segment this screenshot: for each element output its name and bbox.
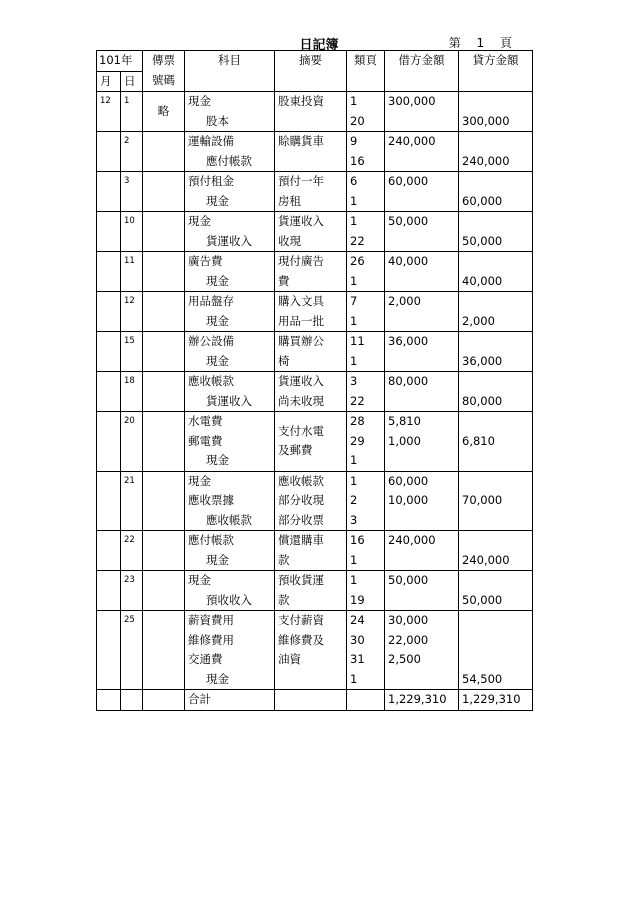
entry-accounts [185,471,275,531]
entry-credits [459,132,533,172]
entry-accounts [185,172,275,212]
ledger-ref: 28 [350,414,365,428]
credit-amount: 54,500 [462,671,503,686]
entry-refs [347,332,385,372]
entry-summary [275,571,347,611]
entry-credits [459,332,533,372]
debit-amount: 240,000 [388,533,436,547]
entry-credits [459,571,533,611]
total-empty-cell [275,690,347,711]
entry-month [97,172,121,212]
entry-accounts [185,611,275,690]
entry-voucher [143,292,185,332]
entry-month [97,292,121,332]
entry-voucher [143,531,185,571]
ledger-ref: 1 [350,671,358,686]
summary-line: 費 [278,273,290,288]
ledger-ref: 7 [350,294,358,308]
summary-line: 及郵費 [278,443,313,458]
ledger-ref: 1 [350,313,358,328]
debit-amount: 5,810 [388,414,421,428]
summary-line [278,112,343,132]
credit-amount: 50,000 [462,233,503,248]
account-name: 現金 [206,552,229,567]
entry-day: 22 [121,531,143,571]
entry-debits [385,571,459,611]
summary-line: 應收帳款 [278,473,324,488]
entry-day: 20 [121,412,143,472]
entry-credits [459,172,533,212]
debit-amount: 300,000 [388,94,436,108]
credit-amount [462,571,529,591]
summary-line: 股東投資 [278,94,324,108]
account-name: 水電費 [188,414,223,428]
summary-line: 現付廣告 [278,254,324,268]
account-name: 現金 [188,94,211,108]
entry-day: 11 [121,252,143,292]
entry-credits [459,471,533,531]
entry-voucher [143,372,185,412]
summary-line: 償還購車 [278,533,324,547]
credit-amount [462,132,529,152]
account-name: 貨運收入 [206,393,252,408]
ledger-ref: 1 [350,94,358,108]
account-name: 現金 [188,214,211,228]
credit-amount: 36,000 [462,353,503,368]
entry-refs [347,92,385,132]
credit-amount: 80,000 [462,393,503,408]
debit-amount [388,511,455,531]
total-empty-cell [97,690,121,711]
summary-line: 收現 [278,233,301,248]
header-debit: 借方金額 [385,51,459,92]
entry-refs [347,132,385,172]
summary-line: 用品一批 [278,313,324,328]
entry-summary [275,611,347,690]
entry-debits [385,372,459,412]
entry-summary [275,412,347,472]
ledger-ref: 1 [350,214,358,228]
credit-amount [462,372,529,392]
journal-entry-row [97,571,533,611]
debit-amount [388,591,455,611]
entry-refs [347,292,385,332]
entry-accounts [185,212,275,252]
total-empty-cell [121,690,143,711]
debit-amount [388,352,455,372]
debit-amount: 80,000 [388,374,429,388]
account-name: 廣告費 [188,254,223,268]
summary-line: 尚未收現 [278,393,324,408]
entry-refs [347,372,385,412]
debit-amount [388,112,455,132]
credit-amount [462,252,529,272]
entry-refs [347,531,385,571]
account-name: 運輸設備 [188,134,234,148]
debit-amount: 2,000 [388,294,421,308]
header-credit: 貸方金額 [459,51,533,92]
entry-day: 1 [121,92,143,132]
credit-amount: 2,000 [462,313,495,328]
total-credit: 1,229,310 [459,690,533,711]
credit-amount [462,92,529,112]
entry-summary [275,471,347,531]
entry-debits [385,172,459,212]
account-name: 預付租金 [188,174,234,188]
entry-voucher [143,412,185,472]
entry-voucher [143,332,185,372]
debit-amount: 22,000 [388,632,429,647]
entry-month [97,412,121,472]
credit-amount: 70,000 [462,493,503,507]
debit-amount: 10,000 [388,493,429,507]
entry-debits [385,212,459,252]
entry-voucher [143,571,185,611]
account-name: 貨運收入 [206,233,252,248]
header-year: 101年 [97,51,143,72]
ledger-ref: 1 [350,573,358,587]
debit-amount [388,670,455,690]
ledger-ref: 6 [350,174,358,188]
account-name: 交通費 [188,652,223,666]
ledger-ref: 1 [350,473,358,488]
entry-debits [385,471,459,531]
entry-month [97,531,121,571]
debit-amount [388,551,455,571]
ledger-ref: 16 [350,153,365,168]
account-name: 應收票據 [188,493,234,507]
entry-refs [347,571,385,611]
total-debit: 1,229,310 [385,690,459,711]
summary-line: 購買辦公 [278,334,324,348]
entry-summary [275,292,347,332]
debit-amount: 1,000 [388,433,421,448]
account-name: 現金 [206,453,229,467]
summary-line: 部分收現 [278,493,324,507]
entry-refs [347,471,385,531]
debit-amount [388,232,455,252]
entry-day: 10 [121,212,143,252]
account-name: 預收收入 [206,592,252,607]
entry-credits [459,92,533,132]
total-empty-cell [347,690,385,711]
entry-voucher [143,132,185,172]
ledger-ref: 2 [350,493,358,507]
entry-debits [385,132,459,172]
ledger-ref: 29 [350,433,365,448]
debit-amount: 40,000 [388,254,429,268]
summary-line: 預收貨運 [278,573,324,587]
ledger-ref: 19 [350,592,365,607]
entry-day: 3 [121,172,143,212]
ledger-ref: 16 [350,533,365,547]
debit-amount: 50,000 [388,573,429,587]
account-name: 應收帳款 [206,512,252,527]
account-name: 應付帳款 [188,533,234,547]
entry-month [97,252,121,292]
account-name: 現金 [206,273,229,288]
ledger-ref: 3 [350,374,358,388]
ledger-ref: 11 [350,334,365,348]
ledger-ref: 22 [350,393,365,408]
entry-accounts [185,332,275,372]
entry-refs [347,252,385,292]
journal-entry-row [97,172,533,212]
summary-line: 款 [278,552,290,567]
debit-amount: 240,000 [388,134,436,148]
entry-credits [459,372,533,412]
entry-month [97,471,121,531]
entry-refs [347,412,385,472]
account-name: 現金 [206,313,229,328]
ledger-ref: 3 [350,512,358,527]
journal-entry-row [97,132,533,172]
ledger-ref: 24 [350,613,365,627]
summary-line: 部分收票 [278,512,324,527]
entry-refs [347,172,385,212]
debit-amount: 2,500 [388,652,421,666]
entry-day: 23 [121,571,143,611]
summary-line: 款 [278,592,290,607]
debit-amount: 60,000 [388,473,429,488]
account-name: 現金 [188,573,211,587]
entry-voucher [143,611,185,690]
journal-entry-row [97,252,533,292]
account-name: 股本 [206,113,229,128]
total-row [97,690,533,711]
ledger-ref: 30 [350,632,365,647]
credit-amount: 240,000 [462,153,510,168]
entry-month [97,332,121,372]
credit-amount: 6,810 [462,433,495,448]
journal-table [96,50,533,711]
entry-accounts [185,252,275,292]
entry-summary [275,252,347,292]
summary-line: 預付一年 [278,174,324,188]
journal-entry-row [97,412,533,472]
header-month: 月 [97,71,121,92]
summary-line: 維修費及 [278,632,324,647]
account-name: 現金 [206,353,229,368]
entry-voucher [143,252,185,292]
ledger-ref: 22 [350,233,365,248]
header-summary: 摘要 [275,51,347,92]
debit-amount [388,392,455,412]
account-name: 維修費用 [188,632,234,647]
entry-summary [275,531,347,571]
entry-accounts [185,372,275,412]
credit-amount: 300,000 [462,113,510,128]
ledger-ref: 1 [350,273,358,288]
ledger-ref: 31 [350,652,365,666]
summary-line: 支付薪資 [278,613,324,627]
entry-summary [275,372,347,412]
ledger-ref: 20 [350,113,365,128]
account-name: 現金 [206,193,229,208]
credit-amount [462,172,529,192]
journal-entry-row [97,372,533,412]
credit-amount [462,292,529,312]
entry-month [97,212,121,252]
entry-credits [459,412,533,472]
journal-entry-row [97,332,533,372]
journal-entry-row [97,212,533,252]
entry-credits [459,252,533,292]
entry-day: 25 [121,611,143,690]
header-account: 科目 [185,51,275,92]
debit-amount [388,272,455,292]
ledger-ref: 9 [350,134,358,148]
entry-accounts [185,132,275,172]
ledger-ref: 1 [350,193,358,208]
summary-line: 椅 [278,353,290,368]
entry-debits [385,611,459,690]
credit-amount: 60,000 [462,193,503,208]
account-name: 應收帳款 [188,374,234,388]
entry-summary [275,332,347,372]
header-voucher: 傳票 號碼 [143,51,185,92]
entry-accounts [185,292,275,332]
page-number: 第 1 頁 [448,36,518,50]
account-name: 辦公設備 [188,334,234,348]
debit-amount [388,152,455,172]
voucher-note: 略 [157,103,170,118]
entry-debits [385,412,459,472]
credit-amount: 50,000 [462,592,503,607]
entry-month [97,372,121,412]
debit-amount: 50,000 [388,214,429,228]
summary-line [278,152,343,172]
ledger-ref: 1 [350,453,358,467]
entry-summary [275,212,347,252]
summary-line: 貨運收入 [278,374,324,388]
debit-amount: 60,000 [388,174,429,188]
account-name: 現金 [188,473,211,488]
summary-line: 房租 [278,193,301,208]
total-empty-cell [143,690,185,711]
ledger-ref: 26 [350,254,365,268]
entry-day: 2 [121,132,143,172]
summary-line: 賒購貨車 [278,134,324,148]
credit-amount [462,332,529,352]
summary-line: 支付水電 [278,423,324,438]
header-ref: 類頁 [347,51,385,92]
entry-credits [459,611,533,690]
credit-amount [462,631,529,651]
entry-refs [347,611,385,690]
entry-day: 12 [121,292,143,332]
entry-voucher [143,471,185,531]
ledger-ref: 1 [350,552,358,567]
credit-amount [462,611,529,631]
entry-summary [275,172,347,212]
credit-amount [462,650,529,670]
summary-line: 貨運收入 [278,214,324,228]
debit-amount: 36,000 [388,334,429,348]
entry-accounts [185,571,275,611]
entry-refs [347,212,385,252]
entry-debits [385,292,459,332]
entry-debits [385,332,459,372]
journal-entry-row [97,611,533,690]
entry-day: 15 [121,332,143,372]
journal-entry-row [97,92,533,132]
entry-month: 12 [97,92,121,132]
entry-voucher [143,172,185,212]
journal-entry-row [97,471,533,531]
debit-amount [388,451,455,471]
entry-day: 21 [121,471,143,531]
entry-month [97,611,121,690]
journal-entry-row [97,531,533,571]
entry-voucher [143,92,185,132]
header-day: 日 [121,71,143,92]
entry-debits [385,531,459,571]
total-label: 合計 [185,690,275,711]
debit-amount: 30,000 [388,613,429,627]
account-name: 用品盤存 [188,294,234,308]
entry-month [97,132,121,172]
account-name: 應付帳款 [206,153,252,168]
entry-accounts [185,92,275,132]
entry-summary [275,132,347,172]
journal-entry-row [97,292,533,332]
summary-line: 油資 [278,652,301,666]
page-title: 日記簿 [299,38,339,53]
entry-credits [459,212,533,252]
debit-amount [388,192,455,212]
entry-debits [385,252,459,292]
account-name: 薪資費用 [188,613,234,627]
credit-amount: 240,000 [462,552,510,567]
entry-credits [459,531,533,571]
entry-voucher [143,212,185,252]
entry-credits [459,292,533,332]
credit-amount: 40,000 [462,273,503,288]
entry-summary [275,92,347,132]
entry-month [97,571,121,611]
ledger-ref: 1 [350,353,358,368]
credit-amount [462,531,529,551]
account-name: 現金 [206,671,229,686]
entry-accounts [185,412,275,472]
entry-day: 18 [121,372,143,412]
debit-amount [388,312,455,332]
header-row [97,51,533,72]
credit-amount [462,212,529,232]
summary-line: 購入文具 [278,294,324,308]
entry-debits [385,92,459,132]
account-name: 郵電費 [188,433,223,448]
entry-accounts [185,531,275,571]
